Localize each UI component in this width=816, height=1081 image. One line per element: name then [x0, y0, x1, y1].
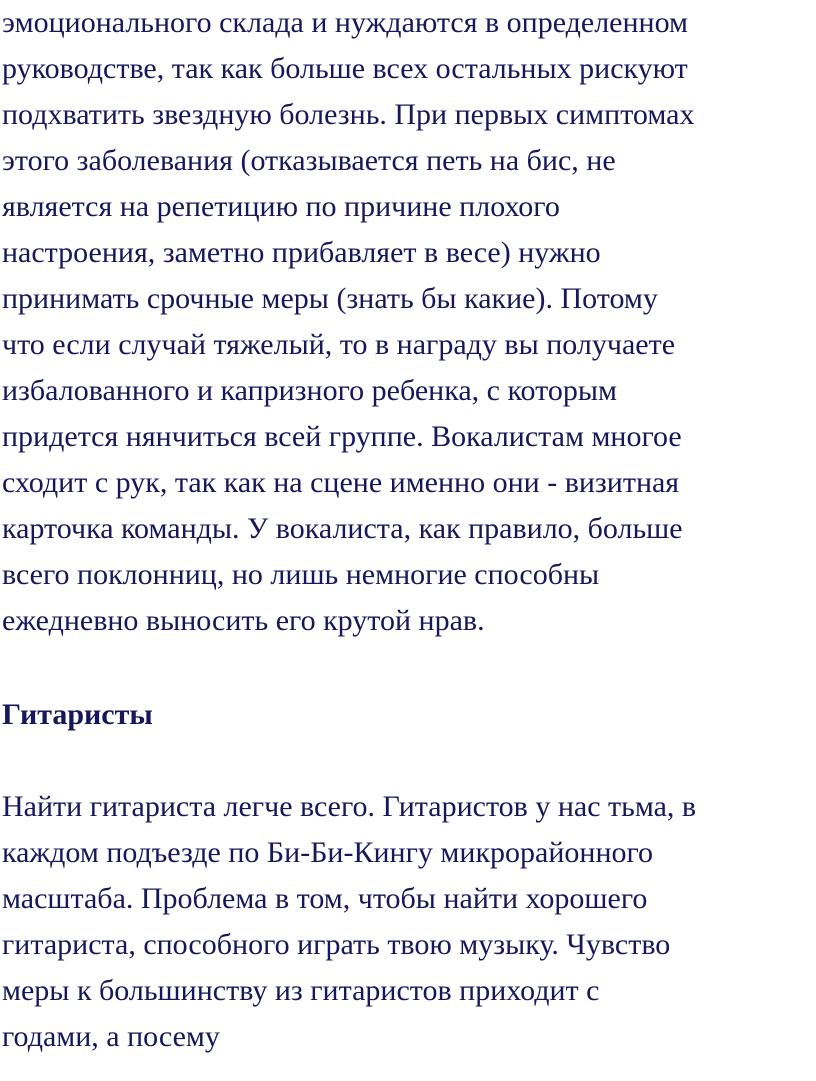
text-line: карточка команды. У вокалиста, как правило, больше: [2, 512, 683, 545]
paragraph-vocalists: [2, 0, 694, 644]
text-line: эмоционального склада и нуждаются в определенном: [2, 6, 689, 39]
text-line: что если случай тяжелый, то в награду вы получаете: [2, 328, 676, 361]
text-line: руководстве, так как больше всех остальных рискуют: [2, 52, 688, 85]
section-heading-guitarists: Гитаристы: [2, 698, 153, 731]
text-line: меры к большинству из гитаристов приходит с: [2, 974, 600, 1007]
text-line: ежедневно выносить его крутой нрав.: [2, 604, 485, 637]
text-line: годами, а посему: [2, 1020, 220, 1053]
text-line: Найти гитариста легче всего. Гитаристов у нас тьма, в: [2, 790, 697, 823]
text-line: принимать срочные меры (знать бы какие). Потому: [2, 282, 658, 315]
text-line: сходит с рук, так как на сцене именно они - визитная: [2, 466, 680, 499]
text-line: является на репетицию по причине плохого: [2, 190, 560, 223]
text-line: этого заболевания (отказывается петь на бис, не: [2, 144, 616, 177]
text-line: гитариста, способного играть твою музыку. Чувство: [2, 928, 671, 961]
text-line: подхватить звездную болезнь. При первых симптомах: [2, 98, 695, 131]
text-line: придется нянчиться всей группе. Вокалистам многое: [2, 420, 682, 453]
text-line: масштаба. Проблема в том, чтобы найти хорошего: [2, 882, 648, 915]
paragraph-guitarists: [2, 784, 696, 1060]
text-line: избалованного и капризного ребенка, с которым: [2, 374, 617, 407]
text-line: каждом подъезде по Би-Би-Кингу микрорайонного: [2, 836, 654, 869]
text-line: всего поклонниц, но лишь немногие способны: [2, 558, 600, 591]
text-line: настроения, заметно прибавляет в весе) нужно: [2, 236, 601, 269]
